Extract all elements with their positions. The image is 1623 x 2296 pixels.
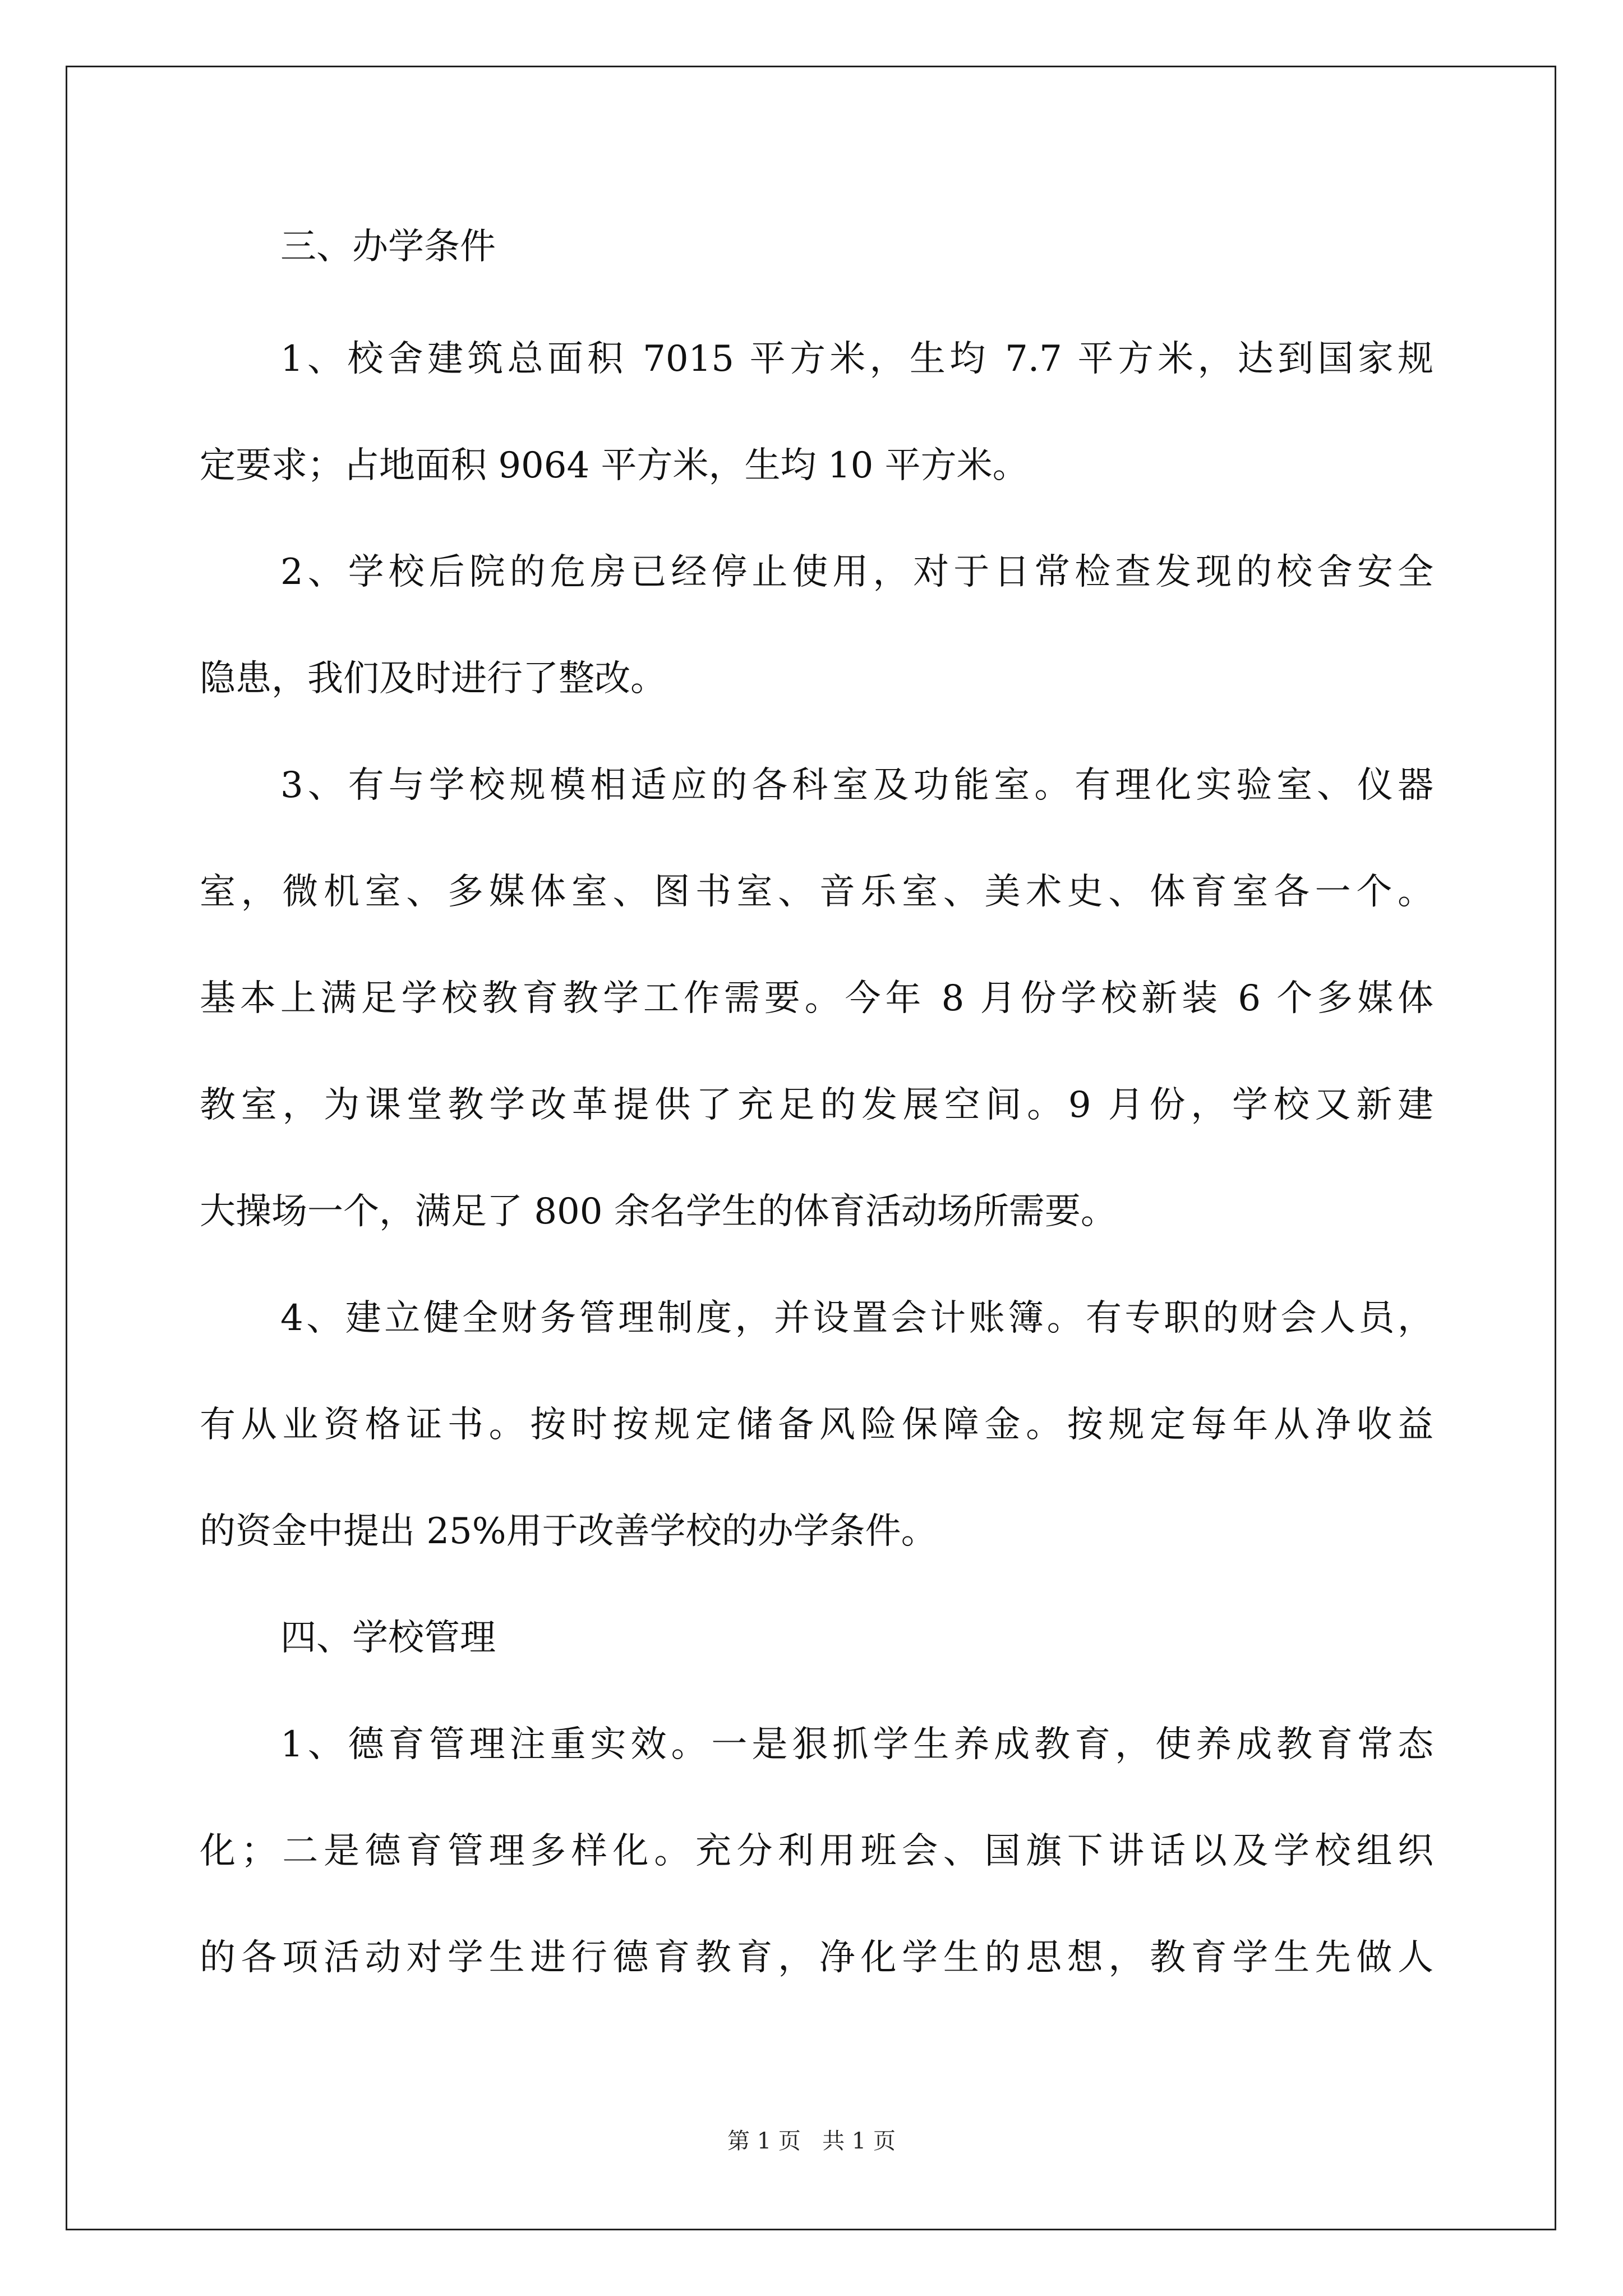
page-footer — [0, 2124, 1623, 2158]
paragraph-line: 2、学校后院的危房已经停止使用，对于日常检查发现的校舍安全 — [280, 551, 1433, 593]
paragraph-line: 大操场一个，满足了 800 余名学生的体育活动场所需要。 — [200, 1191, 1117, 1232]
paragraph-line: 基本上满足学校教育教学工作需要。今年 8 月份学校新装 6 个多媒体 — [200, 978, 1433, 1019]
paragraph-line: 1、德育管理注重实效。一是狠抓学生养成教育，使养成教育常态 — [280, 1724, 1433, 1765]
section-heading: 三、办学条件 — [280, 226, 496, 268]
paragraph-line: 的资金中提出 25%用于改善学校的办学条件。 — [200, 1511, 937, 1552]
paragraph-line: 室，微机室、多媒体室、图书室、音乐室、美术史、体育室各一个。 — [200, 871, 1433, 913]
paragraph-line: 1、校舍建筑总面积 7015 平方米，生均 7.7 平方米，达到国家规 — [280, 338, 1433, 380]
paragraph-line: 隐患，我们及时进行了整改。 — [200, 658, 666, 700]
paragraph-line: 的各项活动对学生进行德育教育，净化学生的思想，教育学生先做人 — [200, 1937, 1433, 1978]
paragraph-line: 化；二是德育管理多样化。充分利用班会、国旗下讲话以及学校组织 — [200, 1830, 1433, 1872]
paragraph-line: 定要求；占地面积 9064 平方米，生均 10 平方米。 — [200, 445, 1029, 486]
paragraph-line: 教室，为课堂教学改革提供了充足的发展空间。9 月份，学校又新建 — [200, 1084, 1433, 1126]
paragraph-line: 4、建立健全财务管理制度，并设置会计账簿。有专职的财会人员， — [280, 1297, 1433, 1339]
section-heading: 四、学校管理 — [280, 1617, 496, 1659]
page-number-label: 第 1 页 共 1 页 — [727, 2128, 896, 2154]
paragraph-line: 有从业资格证书。按时按规定储备风险保障金。按规定每年从净收益 — [200, 1404, 1433, 1446]
paragraph-line: 3、有与学校规模相适应的各科室及功能室。有理化实验室、仪器 — [280, 765, 1433, 806]
